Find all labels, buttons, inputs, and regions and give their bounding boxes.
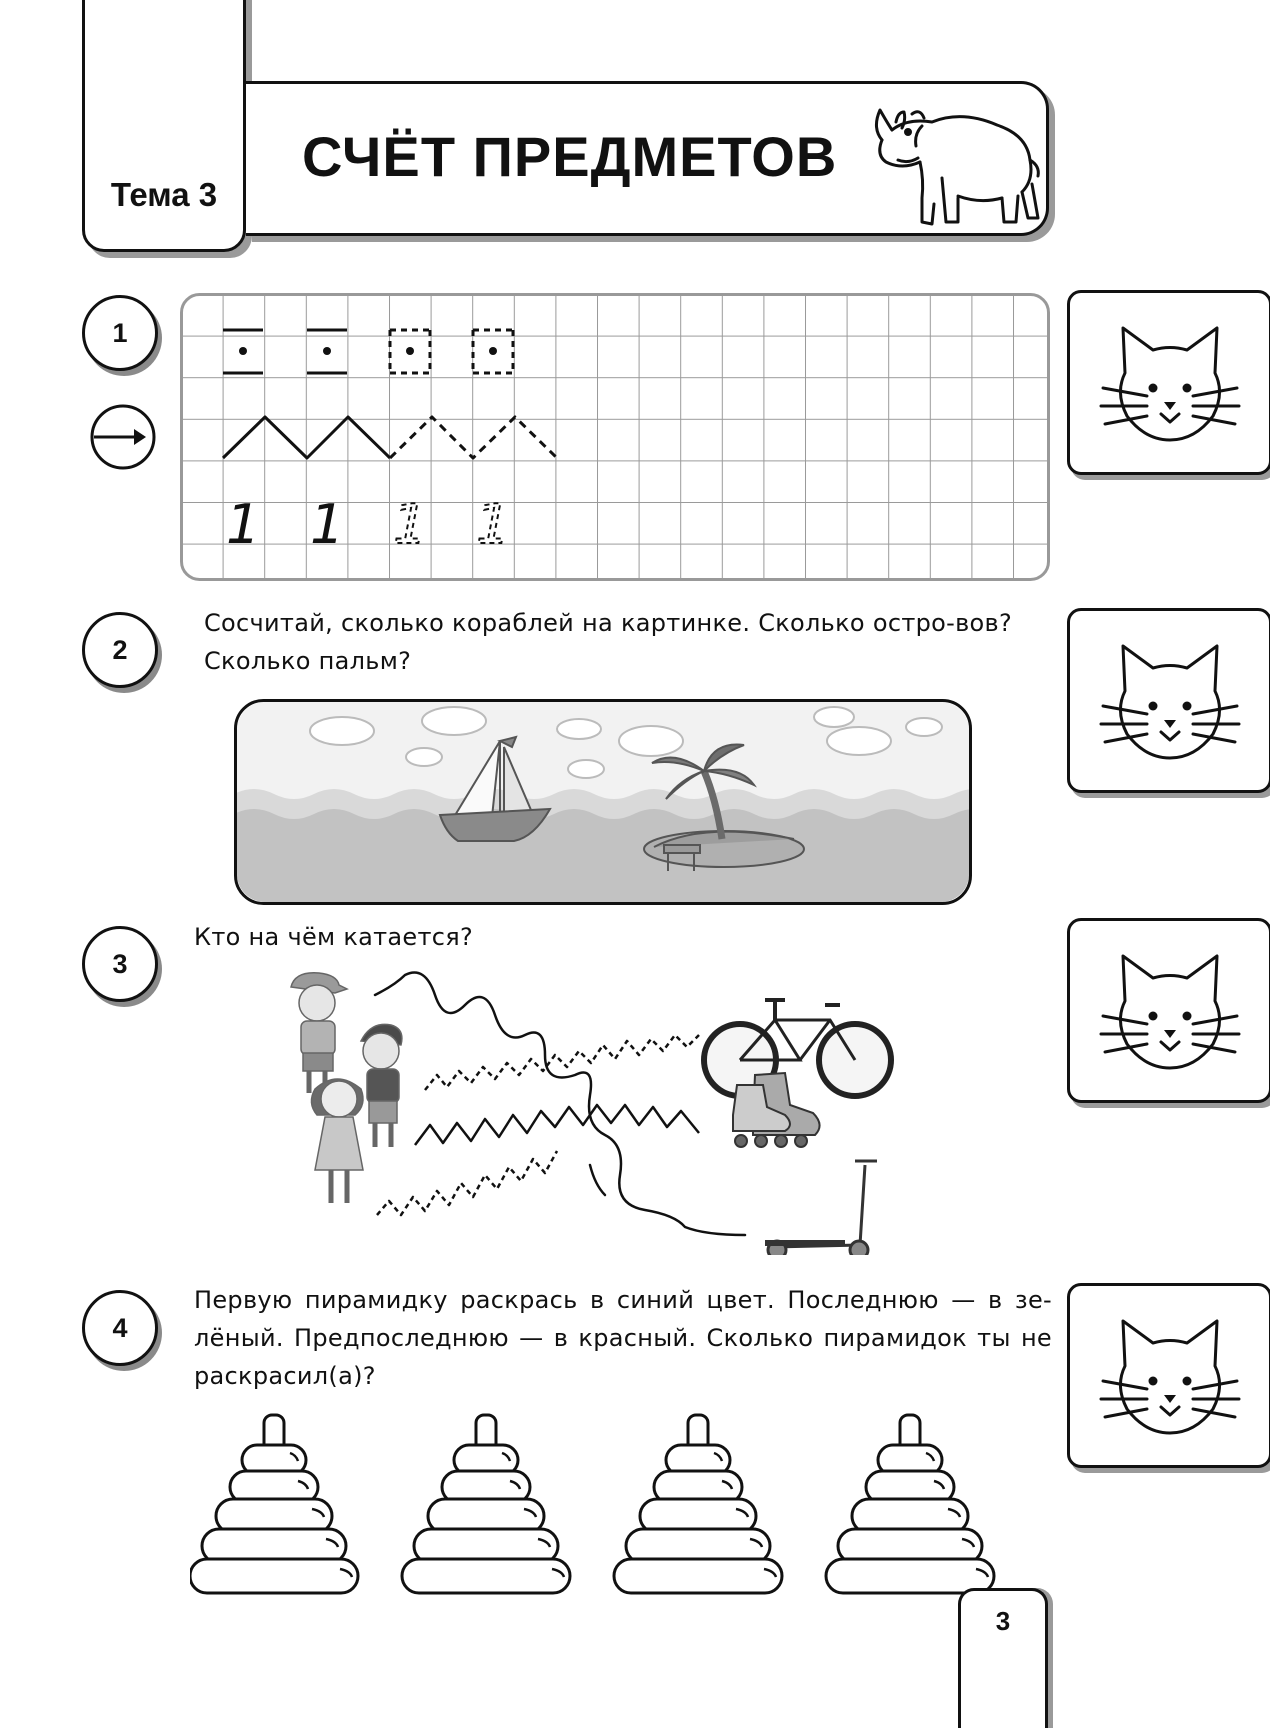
cat-face-icon [1095, 1311, 1245, 1441]
cat-face-icon [1095, 318, 1245, 448]
pyramid-3 [614, 1415, 782, 1593]
scooter [765, 1161, 877, 1255]
task-4-number: 4 [82, 1290, 158, 1366]
maze-illustration [285, 965, 915, 1255]
pyramids-row [190, 1405, 1030, 1595]
boy [361, 1024, 402, 1147]
wavy-path [590, 1165, 605, 1195]
boy-in-cap [291, 973, 347, 1093]
svg-text:1: 1 [393, 493, 428, 556]
wavy-path [375, 973, 745, 1236]
svg-text:1: 1 [226, 493, 261, 556]
page-title: СЧЁТ ПРЕДМЕТОВ [302, 125, 838, 188]
sea-scene-illustration [234, 699, 972, 905]
writing-grid [180, 293, 1050, 581]
task-1-number: 1 [82, 295, 158, 371]
self-check-box-1[interactable] [1067, 290, 1270, 475]
self-check-box-3[interactable] [1067, 918, 1270, 1103]
task-3-instruction: Кто на чём катается? [194, 923, 474, 951]
cat-face-icon [1095, 636, 1245, 766]
bicycle [704, 1000, 891, 1096]
task-4-instruction: Первую пирамидку раскрась в синий цвет. Последнюю — в зе-лёный. Предпоследнюю — в красный. Сколько пирамидок ты не раскрасил(а)? [194, 1286, 1052, 1390]
dashed-path-to-scooter [377, 1151, 557, 1215]
svg-text:1: 1 [476, 493, 511, 556]
self-check-box-4[interactable] [1067, 1283, 1270, 1468]
topic-tab [82, 0, 246, 252]
pyramid-2 [402, 1415, 570, 1593]
topic-label: Тема 3 [110, 176, 218, 213]
task-2-number: 2 [82, 612, 158, 688]
girl [311, 1079, 363, 1203]
pyramid-1 [190, 1415, 358, 1593]
cat-face-icon [1095, 946, 1245, 1076]
rhino-icon [862, 100, 1042, 230]
arrow-right-icon [88, 402, 158, 472]
pyramid-4 [826, 1415, 994, 1593]
zigzag-path-to-skates [415, 1105, 699, 1145]
task-2-instruction: Сосчитай, сколько кораблей на картинке. Сколько остро-вов? Сколько пальм? [204, 609, 1012, 675]
dashed-path-to-bike [425, 1035, 699, 1090]
page-number: 3 [995, 1606, 1011, 1636]
task-3-number: 3 [82, 926, 158, 1002]
svg-text:1: 1 [310, 493, 345, 556]
self-check-box-2[interactable] [1067, 608, 1270, 793]
roller-skates [733, 1073, 820, 1147]
